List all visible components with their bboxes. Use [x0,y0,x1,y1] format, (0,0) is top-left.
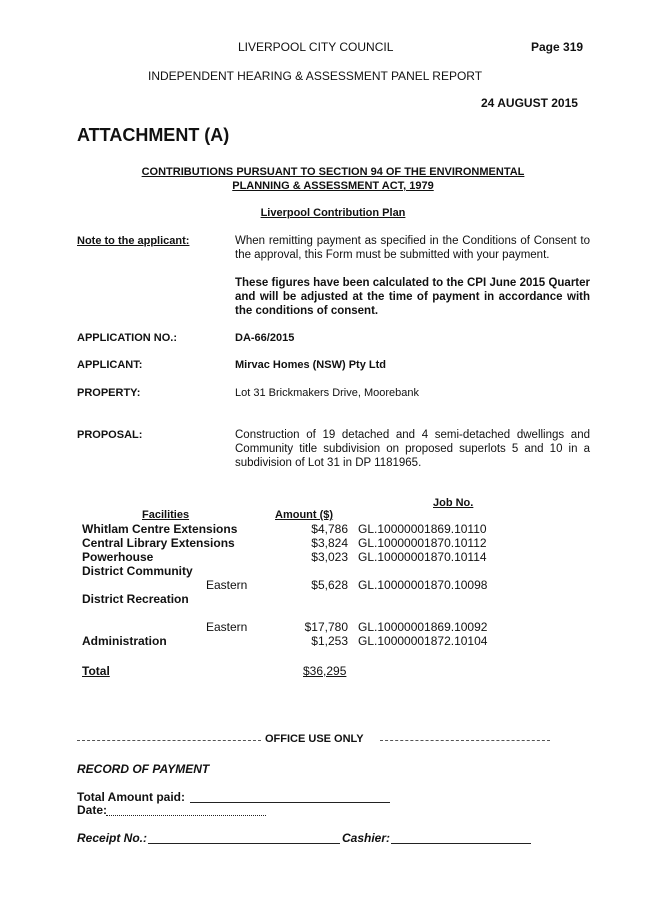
col-amount-header: Amount ($) [275,509,334,521]
total-value: $36,295 [303,664,347,678]
property-value: Lot 31 Brickmakers Drive, Moorebank [235,387,420,399]
total-paid-field[interactable] [190,802,390,803]
facility-job-no: GL.10000001869.10110 [358,522,487,536]
receipt-label: Receipt No.: [77,831,148,845]
attachment-title: ATTACHMENT (A) [77,125,230,145]
office-use-label: OFFICE USE ONLY [265,733,364,745]
plan-title: Liverpool Contribution Plan [260,207,406,219]
application-value: DA-66/2015 [235,332,295,344]
facility-name: District Recreation [82,592,189,606]
report-title: INDEPENDENT HEARING & ASSESSMENT PANEL REPORT [148,69,483,83]
facility-amount: $3,023 [311,550,348,564]
contrib-title-line1: CONTRIBUTIONS PURSUANT TO SECTION 94 OF THE ENVIRONMENTAL [141,166,525,178]
facility-job-no: GL.10000001869.10092 [358,620,488,634]
facility-job-no: GL.10000001870.10098 [358,578,488,592]
council-name: LIVERPOOL CITY COUNCIL [238,40,394,54]
facility-job-no: GL.10000001872.10104 [358,634,488,648]
date-label: Date: [77,803,108,817]
total-paid-label: Total Amount paid: [77,790,185,804]
report-date: 24 AUGUST 2015 [481,96,578,110]
facility-subarea: Eastern [206,620,248,634]
applicant-label: APPLICANT: [77,359,143,371]
property-label: PROPERTY: [77,387,141,399]
facility-name: Central Library Extensions [82,536,235,550]
office-divider-left [77,740,261,741]
note-text-1: When remitting payment as specified in the Conditions of Consent to the approval, this Form must be submitted with your payment. [235,235,590,261]
col-job-header: Job No. [433,497,474,509]
receipt-field[interactable] [148,843,340,844]
proposal-label: PROPOSAL: [77,429,143,441]
contrib-title-line2: PLANNING & ASSESSMENT ACT, 1979 [232,180,434,192]
proposal-value: Construction of 19 detached and 4 semi-detached dwellings and Community title subdivision on proposed superlots 5 and 10 in a subdivision of Lot 31 in DP 1181965. [235,429,590,469]
facility-job-no: GL.10000001870.10114 [358,550,487,564]
facility-name: District Community [82,564,193,578]
record-of-payment: RECORD OF PAYMENT [77,762,210,776]
facility-amount: $5,628 [311,578,348,592]
cashier-field[interactable] [391,843,531,844]
facility-amount: $3,824 [311,536,348,550]
facility-name: Whitlam Centre Extensions [82,522,238,536]
facility-name: Powerhouse [82,550,154,564]
facility-amount: $1,253 [311,634,348,648]
facility-job-no: GL.10000001870.10112 [358,536,487,550]
facility-amount: $4,786 [311,522,348,536]
col-facilities-header: Facilities [142,509,190,521]
note-label: Note to the applicant: [77,235,190,247]
facility-subarea: Eastern [206,578,248,592]
date-field[interactable] [106,815,266,816]
application-label: APPLICATION NO.: [77,332,178,344]
applicant-value: Mirvac Homes (NSW) Pty Ltd [235,359,386,371]
total-label: Total [82,664,110,678]
page-number: Page 319 [531,40,584,54]
facility-amount: $17,780 [304,620,348,634]
facility-name: Administration [82,634,167,648]
note-text-2: These figures have been calculated to the CPI June 2015 Quarter and will be adjusted at the time of payment in accordance with the conditions of consent. [235,277,590,317]
office-divider-right [380,740,550,741]
cashier-label: Cashier: [342,831,391,845]
